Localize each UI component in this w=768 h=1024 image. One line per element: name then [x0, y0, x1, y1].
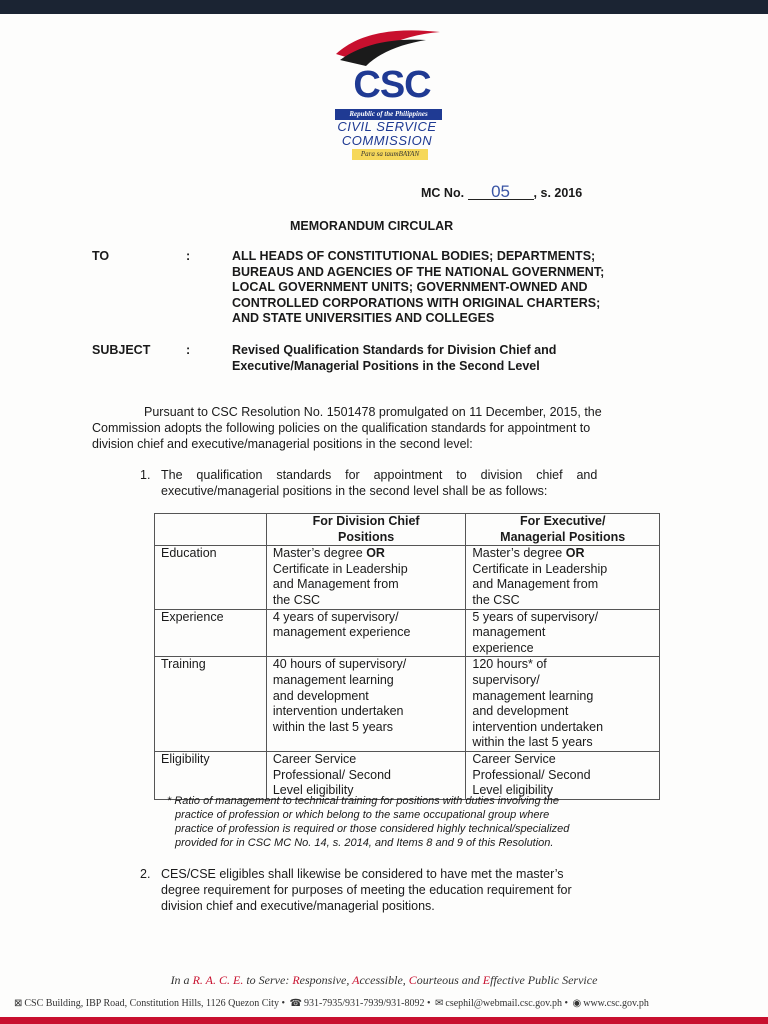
table-footnote [167, 794, 667, 850]
item-text [161, 467, 597, 499]
table-row [155, 546, 660, 609]
subject-line: Revised Qualification Standards for Division Chief and [232, 343, 557, 357]
memo-title: MEMORANDUM CIRCULAR [290, 219, 454, 233]
table-row [155, 609, 660, 657]
motto-initial: C [408, 973, 417, 987]
to-label: TO [92, 249, 110, 263]
intro-line: Commission adopts the following policies on the qualification standards for appointment to [92, 421, 591, 435]
table-header-executive: For Executive/ Managerial Positions [466, 514, 660, 546]
item-number: 1. [140, 468, 151, 482]
cell-text: Certificate in Leadership and Management from the CSC [472, 561, 608, 607]
subject-label: SUBJECT [92, 343, 151, 357]
motto-word: ourteous and [416, 973, 480, 987]
table-cell [266, 546, 466, 609]
globe-icon: ◉ [572, 998, 582, 1009]
qualification-standards-table [154, 513, 660, 800]
motto-word: ffective Public Service [490, 973, 598, 987]
logo-line-1: CIVIL SERVICE [337, 119, 437, 134]
footnote-line: provided for in CSC MC No. 14, s. 2014, and Items 8 and 9 of this Resolution. [175, 837, 554, 849]
email-icon: ✉ [435, 998, 444, 1009]
table-row [155, 751, 660, 799]
mc-number-line [421, 182, 583, 201]
mc-number: 05 [468, 185, 534, 200]
footer-email[interactable]: csephil@webmail.csc.gov.ph [445, 998, 562, 1009]
to-line: BUREAUS AND AGENCIES OF THE NATIONAL GOVERNMENT; [232, 264, 605, 279]
footer-separator: • [426, 998, 431, 1009]
row-label: Eligibility [155, 751, 267, 799]
table-header-division-chief: For Division Chief Positions [266, 514, 466, 546]
footnote-line: practice of profession is required or those considered highly technical/specialized [175, 823, 570, 835]
footer-contact [12, 998, 768, 1009]
intro-line: division chief and executive/managerial positions in the second level: [92, 437, 473, 451]
footer-motto [0, 973, 768, 988]
to-colon: : [186, 249, 191, 263]
logo-tagline: Para sa taumBAYAN [352, 149, 428, 160]
scan-bottom-edge [0, 1017, 768, 1024]
row-label: Education [155, 546, 267, 609]
subject-line: Executive/Managerial Positions in the Second Level [232, 358, 540, 373]
logo-line-2: COMMISSION [341, 133, 433, 148]
table-cell: 4 years of supervisory/ management experience [266, 609, 466, 657]
building-icon: ⊠ [14, 998, 23, 1009]
motto-race: R. A. C. E. [192, 973, 244, 987]
motto-initial: A [352, 973, 360, 987]
motto-mid: to Serve: [243, 973, 293, 987]
cell-emphasis: OR [565, 546, 585, 561]
cell-text: Master’s degree [272, 546, 367, 561]
table-cell: Career Service Professional/ Second Level eligibility [266, 751, 466, 799]
motto-pre: In a [170, 973, 193, 987]
scan-top-edge [0, 0, 768, 14]
row-label: Training [155, 657, 267, 752]
subject-text [232, 343, 672, 374]
logo-wordmark: CSC [353, 64, 431, 106]
item-line: division chief and executive/managerial positions. [161, 899, 435, 913]
csc-logo [322, 24, 452, 160]
row-label: Experience [155, 609, 267, 657]
logo-republic: Republic of the Philippines [335, 109, 442, 120]
table-cell: 5 years of supervisory/ management experience [466, 609, 660, 657]
footnote-line: practice of profession or which belong to the same occupational group where [175, 809, 550, 821]
motto-word: esponsive, [299, 973, 350, 987]
footer-separator: • [281, 998, 285, 1009]
cell-emphasis: OR [366, 546, 385, 561]
mc-suffix: , s. 2016 [533, 186, 583, 200]
intro-line: Pursuant to CSC Resolution No. 1501478 promulgated on 11 December, 2015, the [144, 405, 602, 419]
table-cell: 40 hours of supervisory/ management learning and development intervention undertaken within the last 5 years [266, 657, 466, 752]
motto-word: ccessible, [359, 973, 406, 987]
footer-separator: • [564, 998, 568, 1009]
to-line: LOCAL GOVERNMENT UNITS; GOVERNMENT-OWNED AND [232, 280, 588, 295]
table-row [155, 657, 660, 752]
table-cell: Career Service Professional/ Second Level eligibility [466, 751, 660, 799]
table-header-blank [155, 514, 267, 546]
table-cell [466, 546, 660, 609]
phone-icon: ☎ [289, 998, 302, 1009]
table-cell: 120 hours* of supervisory/ management learning and development intervention undertaken within the last 5 years [466, 657, 660, 752]
footer-address: CSC Building, IBP Road, Constitution Hills, 1126 Quezon City [24, 998, 279, 1009]
item-line: degree requirement for purposes of meeting the education requirement for [161, 883, 572, 897]
footnote-line: * Ratio of management to technical training for positions with duties involving the [167, 795, 559, 807]
item-line: executive/managerial positions in the second level shall be as follows: [161, 484, 548, 498]
to-line: AND STATE UNIVERSITIES AND COLLEGES [232, 311, 495, 326]
item-line: The qualification standards for appointment to division chief and [161, 468, 598, 482]
mc-prefix: MC No. [421, 186, 465, 200]
footer-phones: 931-7935/931-7939/931-8092 [303, 998, 425, 1009]
logo-commission-name [322, 120, 452, 148]
item-text [161, 866, 572, 914]
item-line: CES/CSE eligibles shall likewise be considered to have met the master’s [161, 867, 564, 881]
to-line: CONTROLLED CORPORATIONS WITH ORIGINAL CHARTERS; [232, 295, 601, 310]
item-number: 2. [140, 867, 151, 881]
to-recipients [232, 249, 672, 327]
subject-colon: : [186, 343, 191, 357]
cell-text: Master’s degree [472, 546, 566, 561]
to-line: ALL HEADS OF CONSTITUTIONAL BODIES; DEPARTMENTS; [232, 249, 596, 263]
intro-paragraph [92, 404, 680, 452]
motto-initial: R [292, 973, 300, 987]
footer-website[interactable]: www.csc.gov.ph [583, 998, 649, 1009]
cell-text: Certificate in Leadership and Management from the CSC [272, 561, 408, 607]
motto-initial: E [482, 973, 491, 987]
table-header-row [155, 514, 660, 546]
